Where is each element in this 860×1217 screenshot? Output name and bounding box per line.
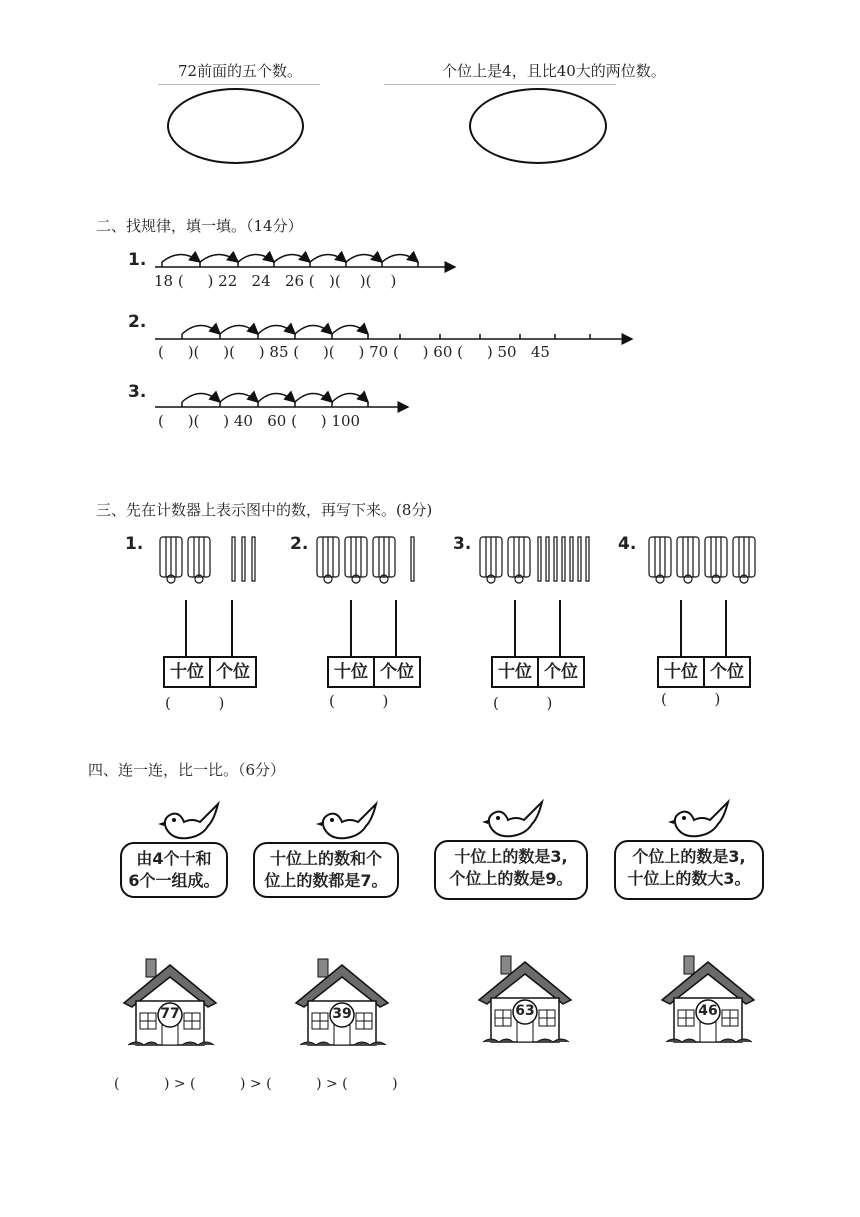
section4-title: 四、连一连，比一比。（6分）	[88, 761, 286, 779]
clue-line: 个位上的数是3,	[632, 847, 746, 866]
row1-number: 1.	[128, 250, 147, 270]
section3-title: 三、先在计数器上表示图中的数，再写下来。(8分)	[96, 501, 433, 519]
place-value-box	[163, 656, 257, 688]
answer-ellipse-right[interactable]	[469, 88, 607, 164]
clue-line: 位上的数都是7。	[264, 871, 388, 890]
house-number: 63	[515, 1003, 535, 1019]
house[interactable]	[294, 955, 390, 1050]
clue-card[interactable]	[614, 840, 764, 900]
item4-number: 4.	[618, 534, 637, 554]
clue-line: 十位上的数是3,	[454, 847, 568, 866]
tens-rod[interactable]	[350, 600, 352, 656]
row1-values[interactable]: 18 ( ) 22 24 26 ( )( )( )	[154, 272, 397, 290]
bundles-icon	[158, 533, 268, 585]
house-icon	[122, 955, 218, 1050]
clue-card[interactable]	[120, 842, 228, 898]
clue-card[interactable]	[434, 840, 588, 900]
answer-blank[interactable]: ( )	[661, 690, 721, 708]
house-icon	[660, 952, 756, 1047]
ones-label: 个位	[373, 658, 419, 686]
house[interactable]	[122, 955, 218, 1050]
clue-line: 由4个十和	[136, 849, 212, 868]
row3-number: 3.	[128, 382, 147, 402]
tens-label: 十位	[170, 662, 204, 682]
place-value-box	[657, 656, 751, 688]
prompt-right: 个位上是4，且比40大的两位数。	[442, 62, 666, 80]
item2-number: 2.	[290, 534, 309, 554]
clue-line: 十位上的数和个	[269, 849, 382, 868]
house-number: 46	[698, 1003, 718, 1019]
place-value-box	[491, 656, 585, 688]
prompt-left: 72前面的五个数。	[177, 62, 303, 80]
tens-rod[interactable]	[680, 600, 682, 656]
ones-rod[interactable]	[725, 600, 727, 656]
ones-rod[interactable]	[559, 600, 561, 656]
tens-rod[interactable]	[185, 600, 187, 656]
section2-title: 二、找规律，填一填。（14分）	[96, 217, 303, 235]
house[interactable]	[660, 952, 756, 1047]
underline-left	[158, 84, 320, 85]
tens-rod[interactable]	[514, 600, 516, 656]
clue-card[interactable]	[253, 842, 399, 898]
tens-label: 十位	[498, 662, 532, 682]
row2-values[interactable]: ( )( )( ) 85 ( )( ) 70 ( ) 60 ( ) 50 45	[158, 343, 550, 361]
compare-answer-row[interactable]: ( ) > ( ) > ( ) > ( )	[114, 1076, 398, 1092]
tens-label: 十位	[334, 662, 368, 682]
ones-label: 个位	[209, 658, 255, 686]
answer-ellipse-left[interactable]	[167, 88, 304, 164]
bird-icon	[158, 800, 220, 842]
answer-blank[interactable]: ( )	[165, 694, 225, 712]
house[interactable]	[477, 952, 573, 1047]
clue-line: 十位上的数大3。	[627, 869, 751, 888]
ones-rod[interactable]	[231, 600, 233, 656]
row2-number: 2.	[128, 312, 147, 332]
clue-line: 6个一组成。	[128, 871, 220, 890]
bundles-icon	[315, 533, 430, 585]
tens-label: 十位	[664, 662, 698, 682]
ones-label: 个位	[703, 658, 749, 686]
item1-number: 1.	[125, 534, 144, 554]
house-icon	[477, 952, 573, 1047]
place-value-box	[327, 656, 421, 688]
house-number: 39	[332, 1006, 352, 1022]
bundles-icon	[647, 533, 762, 585]
bird-icon	[668, 798, 730, 840]
answer-blank[interactable]: ( )	[329, 692, 389, 710]
ones-label: 个位	[537, 658, 583, 686]
row3-values[interactable]: ( )( ) 40 60 ( ) 100	[158, 412, 361, 430]
bird-icon	[316, 800, 378, 842]
item3-number: 3.	[453, 534, 472, 554]
bundles-icon	[478, 533, 598, 585]
house-icon	[294, 955, 390, 1050]
underline-right	[384, 84, 616, 85]
clue-line: 个位上的数是9。	[449, 869, 573, 888]
ones-rod[interactable]	[395, 600, 397, 656]
bird-icon	[482, 798, 544, 840]
answer-blank[interactable]: ( )	[493, 694, 553, 712]
house-number: 77	[160, 1006, 180, 1022]
